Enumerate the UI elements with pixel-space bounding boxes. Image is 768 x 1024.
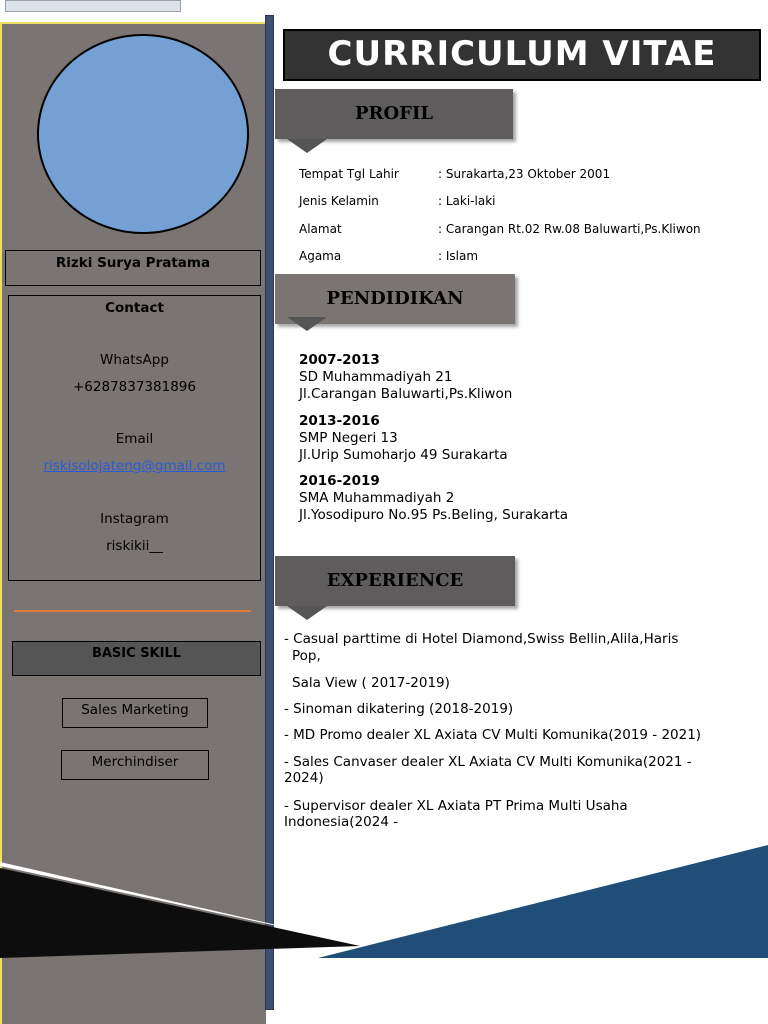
education-years: 2007-2013: [299, 352, 380, 368]
education-years: 2013-2016: [299, 413, 380, 429]
experience-item: Pop,: [292, 648, 321, 664]
skill-sales-marketing: [62, 698, 208, 728]
education-address: Jl.Urip Sumoharjo 49 Surakarta: [299, 447, 508, 463]
instagram-label: Instagram: [100, 511, 169, 527]
whatsapp-label: WhatsApp: [100, 352, 169, 368]
basic-skill-heading: [12, 641, 261, 676]
basic-skill-heading-text: BASIC SKILL: [91, 646, 182, 661]
pendidikan-pointer: [287, 317, 327, 331]
education-entry: [299, 473, 568, 524]
blue-wedge: [318, 845, 768, 958]
instagram-handle: riskikii__: [106, 538, 163, 554]
skill-label: Merchindiser: [91, 754, 179, 770]
cv-title: [283, 29, 761, 81]
email-label: Email: [115, 431, 154, 447]
experience-item: - Casual parttime di Hotel Diamond,Swiss Bellin,Alila,Haris: [284, 631, 679, 647]
profil-value-religion: : Islam: [438, 249, 479, 263]
profil-pointer: [287, 139, 327, 153]
education-entry: [299, 352, 512, 403]
contact-heading: Contact: [105, 300, 164, 316]
person-name: Rizki Surya Pratama: [55, 255, 211, 271]
vertical-divider-bar: [265, 15, 274, 1010]
education-address: Jl.Carangan Baluwarti,Ps.Kliwon: [299, 386, 513, 402]
profil-heading: [275, 89, 513, 139]
skill-label: Sales Marketing: [81, 702, 189, 718]
experience-heading-text: EXPERIENCE: [326, 570, 464, 591]
top-toolbar-strip: [5, 0, 181, 12]
skill-merchindiser: [61, 750, 209, 780]
email-link[interactable]: riskisolojateng@gmail.com: [43, 458, 226, 474]
experience-item: - MD Promo dealer XL Axiata CV Multi Komunika(2019 - 2021): [284, 727, 702, 743]
profil-heading-text: PROFIL: [354, 103, 434, 124]
education-entry: [299, 413, 508, 464]
experience-item: - Sinoman dikatering (2018-2019): [284, 701, 514, 717]
cv-title-text: CURRICULUM VITAE: [327, 34, 717, 74]
pendidikan-heading-text: PENDIDIKAN: [326, 288, 464, 309]
education-school: SMP Negeri 13: [299, 430, 398, 446]
education-school: SMA Muhammadiyah 2: [299, 490, 455, 506]
education-address: Jl.Yosodipuro No.95 Ps.Beling, Surakarta: [299, 507, 569, 523]
profil-label-address: Alamat: [299, 222, 342, 236]
experience-item: - Supervisor dealer XL Axiata PT Prima Multi Usaha Indonesia(2024 -: [284, 798, 628, 830]
profil-value-address: : Carangan Rt.02 Rw.08 Baluwarti,Ps.Kliwon: [438, 222, 701, 236]
profil-label-ttl: Tempat Tgl Lahir: [299, 167, 399, 181]
experience-pointer: [287, 606, 327, 620]
orange-divider: [14, 610, 251, 612]
profil-value-gender: : Laki-laki: [438, 194, 496, 208]
name-box: [5, 250, 261, 286]
experience-item: Sala View ( 2017-2019): [292, 675, 450, 691]
profil-label-gender: Jenis Kelamin: [299, 194, 379, 208]
white-mask: [275, 845, 768, 958]
profile-photo-placeholder: [37, 34, 249, 234]
profil-label-religion: Agama: [299, 249, 342, 263]
contact-box: [8, 295, 261, 581]
experience-heading: [275, 556, 515, 606]
experience-item: - Sales Canvaser dealer XL Axiata CV Multi Komunika(2021 - 2024): [284, 754, 692, 786]
whatsapp-number: +6287837381896: [73, 379, 196, 395]
education-school: SD Muhammadiyah 21: [299, 369, 453, 385]
education-years: 2016-2019: [299, 473, 380, 489]
profil-value-ttl: : Surakarta,23 Oktober 2001: [438, 167, 611, 181]
